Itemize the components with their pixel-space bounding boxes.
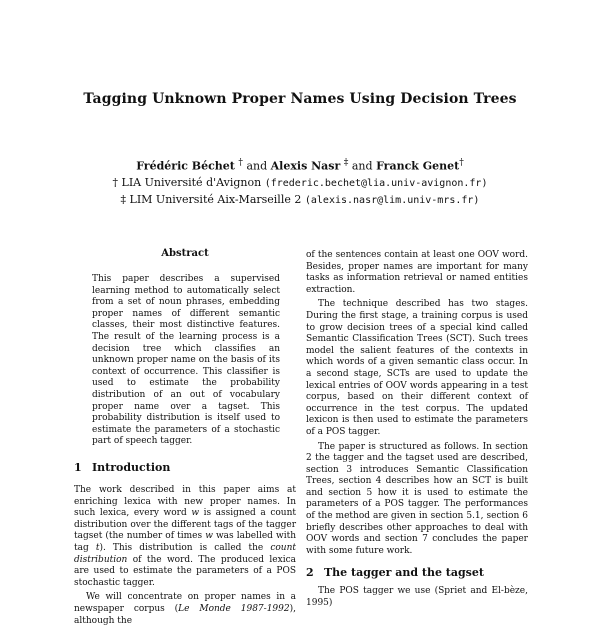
section-2-title: The tagger and the tagset — [324, 566, 484, 579]
affiliation-2 — [0, 192, 600, 209]
p1-var-w2: w — [205, 531, 213, 542]
affiliation-2-mark: ‡ — [120, 192, 127, 206]
author-3-mark: † — [459, 157, 464, 168]
p1-text-b: is assigned a count distribution over the different tags of the tagger tagset (the number of times — [74, 508, 296, 542]
affiliation-2-email: (alexis.nasr@lim.univ-mrs.fr) — [304, 194, 480, 206]
abstract-heading: Abstract — [161, 248, 209, 259]
section-1-heading — [74, 461, 296, 474]
section-2-heading — [306, 566, 528, 579]
p1-text-a: The work described in this paper aims at enriching lexica with new proper names. In such lexica, every word — [74, 485, 296, 519]
abstract-text: This paper describes a supervised learning method to automatically select from a set of noun phrases, embedding proper names of different semantic classes, their most distinctive features. The result of the learning process is a decision tree which classifies an unknown proper name on the basis of its context of occurrence. This classifier is used to estimate the probability distribution of an out of vocabulary proper name over a tagset. This probability distribution is itself used to estimate the parameters of a stochastic part of speech tagger. — [92, 274, 280, 447]
affiliation-1-email: (frederic.bechet@lia.univ-avignon.fr) — [264, 177, 488, 189]
p1-text-e: of the word. The produced lexica are used to estimate the parameters of a POS stochastic tagger. — [74, 554, 296, 588]
affiliation-1 — [0, 175, 600, 192]
affiliation-1-name: LIA Université d'Avignon — [121, 175, 262, 189]
section-1-number: 1 — [74, 461, 82, 474]
right-paragraph-0: of the sentences contain at least one OOV word. Besides, proper names are important for many tasks as information retrieval or named entities extraction. — [306, 250, 528, 295]
author-and-2: and — [351, 159, 373, 173]
p2-corpus-name: Le Monde 1987-1992 — [178, 603, 290, 614]
author-2: Alexis Nasr — [270, 159, 341, 173]
section-2-paragraph-1: The POS tagger we use (Spriet and El-bèze, 1995) — [306, 586, 528, 608]
author-3: Franck Genet — [376, 159, 460, 173]
p2-text-a: We will concentrate on proper names in a newspaper corpus ( — [74, 592, 296, 614]
p1-var-w: w — [191, 508, 200, 519]
right-paragraph-2: The paper is structured as follows. In section 2 the tagger and the tagset used are described, section 3 introduces Semantic Classification Trees, section 4 describes how an SCT is built and section 5 how it is used to estimate the parameters of a POS tagger. The performances of the method are given in section 5.1, section 6 briefly describes other approaches to deal with OOV words and section 7 concludes the paper with some future work. — [306, 441, 528, 556]
right-paragraph-1: The technique described has two stages. During the first stage, a training corpus is used to grow decision trees of a special kind called Semantic Classification Trees (SCT). Such trees model the salient features of the contexts in which words of a given semantic class occur. In a second stage, SCTs are used to update the lexical entries of OOV words appearing in a test corpus, based on their different context of occurrence in the test corpus. The updated lexicon is then used to estimate the parameters of a POS tagger. — [306, 299, 528, 437]
author-1-mark: † — [238, 157, 243, 168]
section-1-body — [74, 485, 296, 627]
p1-text-c: was labelled with tag — [74, 531, 296, 553]
p1-term-count-distribution: count distribution — [74, 542, 296, 565]
section-1-paragraph-1 — [74, 485, 296, 589]
author-line — [0, 155, 600, 175]
p2-text-b: ), although the — [74, 603, 296, 626]
author-block — [0, 155, 600, 209]
section-2-number: 2 — [306, 566, 314, 579]
paper-title: Tagging Unknown Proper Names Using Decision Trees — [83, 91, 517, 107]
section-2-body — [306, 586, 528, 609]
p1-var-t: t — [95, 542, 100, 553]
affiliation-1-mark: † — [112, 175, 119, 189]
section-1-title: Introduction — [92, 461, 171, 474]
author-and-1: and — [246, 159, 268, 173]
right-column-body — [306, 250, 528, 557]
p1-text-d: ). This distribution is called the — [99, 542, 271, 553]
section-1-paragraph-2 — [74, 592, 296, 627]
author-2-mark: ‡ — [343, 157, 349, 168]
author-1: Frédéric Béchet — [136, 159, 235, 173]
affiliation-2-name: LIM Université Aix-Marseille 2 — [129, 192, 302, 206]
